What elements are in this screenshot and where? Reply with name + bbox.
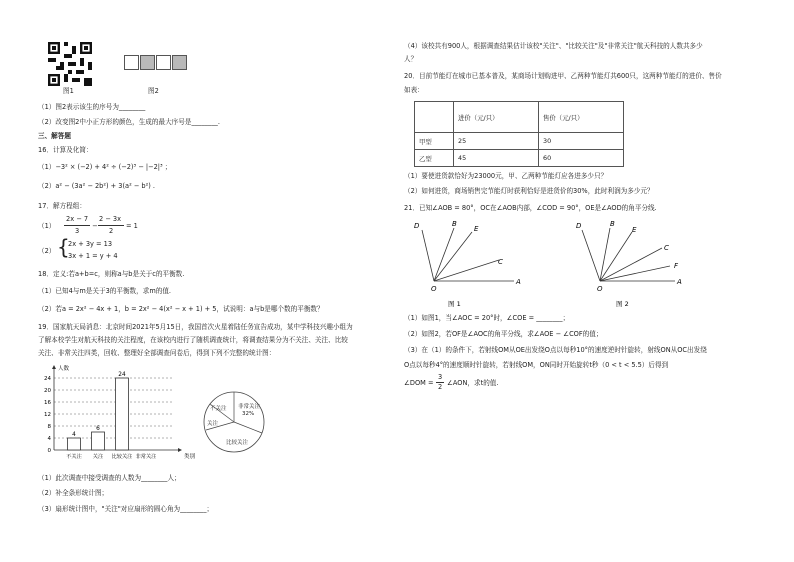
table-header-cell: 售价（元/只） bbox=[539, 102, 624, 133]
q21-part3-b: O点以每秒4°的速度顺时针旋转，若射线OM，ON同时开始旋转t秒（0 < t < 5.5）后得到 bbox=[404, 361, 669, 369]
bar bbox=[116, 378, 129, 450]
label-a: A bbox=[677, 278, 682, 286]
fig1-label: 图1 bbox=[63, 87, 74, 95]
ray-oc bbox=[434, 260, 499, 281]
q20-line1: 20．目前节能灯在城市已基本普及，某商场计划购进甲、乙两种节能灯共600只，这两种节能灯的进价、售价 bbox=[404, 72, 722, 80]
label-b: B bbox=[610, 220, 615, 228]
q17-frac1-den: 3 bbox=[75, 227, 80, 235]
table-header-cell bbox=[415, 102, 454, 133]
geo-fig2-caption: 图 2 bbox=[616, 300, 629, 308]
y-axis-arrow bbox=[52, 365, 56, 369]
label-o: O bbox=[597, 285, 603, 293]
ray-oc bbox=[600, 248, 662, 281]
table-cell: 25 bbox=[454, 133, 539, 150]
ray-oe bbox=[434, 232, 472, 281]
color-square-4 bbox=[172, 55, 187, 70]
x-axis-arrow bbox=[178, 448, 182, 452]
bar-chart bbox=[40, 366, 200, 466]
q-fig-2: （2）改变图2中小正方形的颜色，生成的最大序号是________. bbox=[38, 118, 220, 126]
q21-part3-a: （3）在（1）的条件下，若射线OM从OE出发绕O点以每秒10°的速度逆时针旋转，射线ON从OC出发绕 bbox=[404, 346, 707, 354]
q17-eq: = 1 bbox=[126, 222, 138, 230]
label-d: D bbox=[414, 222, 420, 230]
q21-part1: （1）如图1，当∠AOC = 20°时，∠COE = ________； bbox=[404, 314, 570, 322]
bar-value-label: 24 bbox=[118, 372, 126, 378]
pie-chart bbox=[200, 388, 272, 458]
label-c: C bbox=[498, 258, 503, 266]
pie-label-somewhat: 比较关注 bbox=[226, 440, 249, 446]
table-cell: 甲型 bbox=[415, 133, 454, 150]
bar bbox=[92, 432, 105, 450]
table-row bbox=[415, 133, 624, 150]
q19-line1: 19．国家航天局消息：北京时间2021年5月15日，我国首次火星着陆任务宣告成功，某中学科技兴趣小组为 bbox=[38, 323, 353, 331]
q17-frac1-bar bbox=[64, 225, 90, 226]
bar-value-label: 6 bbox=[96, 426, 100, 432]
label-a: A bbox=[516, 278, 521, 286]
q18-part1: （1）已知4与m是关于3的平衡数，求m的值. bbox=[38, 287, 172, 295]
section-title: 三、解答题 bbox=[38, 132, 71, 140]
q17-frac2-num: 2 − 3x bbox=[99, 215, 122, 223]
ray-od bbox=[582, 230, 600, 281]
bar bbox=[68, 438, 81, 450]
pie-label-concern: 关注 bbox=[207, 421, 219, 427]
label-b: B bbox=[452, 220, 457, 228]
q19-part4-a: （4）该校共有900人，根据调查结果估计该校"关注"、"比较关注"及"非常关注"航天科技的人数共多少 bbox=[404, 42, 703, 50]
q21-frac-num: 3 bbox=[438, 373, 443, 381]
q19-line2: 了解本校学生对航天科技的关注程度，在该校内进行了随机调查统计，将调查结果分为不关注、关注、比较 bbox=[38, 336, 348, 344]
ray-od bbox=[422, 230, 434, 281]
q17-part1-label: （1） bbox=[38, 222, 56, 230]
q19-part2: （2）补全条形统计图； bbox=[38, 489, 109, 497]
q21-frac-den: 2 bbox=[438, 383, 443, 391]
q17-eq-line2: 3x + 1 = y + 4 bbox=[68, 252, 118, 260]
table-cell: 30 bbox=[539, 133, 624, 150]
price-table bbox=[414, 101, 624, 167]
bar-value-label: 4 bbox=[72, 432, 76, 438]
q21-part2: （2）如图2，若OF是∠AOC的角平分线，求∠AOE − ∠COF的值； bbox=[404, 330, 603, 338]
q20-part1: （1）要使进货款恰好为23000元，甲、乙两种节能灯应各进多少只？ bbox=[404, 172, 608, 180]
table-cell: 45 bbox=[454, 150, 539, 167]
q21-title: 21．已知∠AOB = 80°，OC在∠AOB内部，∠COD = 90°，OE是∠AOD的角平分线. bbox=[404, 204, 657, 212]
q18-part2: （2）若a = 2x² − 4x + 1，b = 2x² − 4(x² − x + 1) + 5，试说明：a与b是哪个数的平衡数？ bbox=[38, 305, 324, 313]
label-d: D bbox=[576, 222, 582, 230]
table-row bbox=[415, 150, 624, 167]
q19-part1: （1）此次调查中接受调查的人数为________人； bbox=[38, 474, 181, 482]
q20-part2: （2）如何进货，商场销售完节能灯时获利恰好是进货价的30%，此时利润为多少元？ bbox=[404, 187, 654, 195]
y-tick-label: 8 bbox=[47, 424, 51, 430]
table-cell: 60 bbox=[539, 150, 624, 167]
geometry-figure-2 bbox=[570, 218, 710, 313]
q-fig-1: （1）图2表示该生的序号为________ bbox=[38, 103, 146, 111]
q21-part3-c-post: ∠AON，求t的值. bbox=[447, 379, 499, 387]
table-cell: 乙型 bbox=[415, 150, 454, 167]
table-header-cell: 进价（元/只） bbox=[454, 102, 539, 133]
label-e: E bbox=[632, 226, 637, 234]
x-tick-label: 关注 bbox=[92, 454, 104, 460]
q19-part4-b: 人？ bbox=[404, 55, 418, 63]
q17-title: 17．解方程组： bbox=[38, 202, 86, 210]
q16-title: 16．计算及化简： bbox=[38, 146, 93, 154]
q17-minus: − bbox=[92, 222, 98, 230]
y-tick-label: 16 bbox=[44, 400, 51, 406]
label-f: F bbox=[674, 262, 679, 270]
geo-fig1-caption: 图 1 bbox=[448, 300, 461, 308]
pie-label-very: 非常关注 bbox=[238, 404, 261, 410]
qr-code bbox=[48, 42, 92, 86]
q21-part3-c-pre: ∠DOM = bbox=[404, 379, 434, 387]
q18-title: 18．定义:若a+b=c，则称a与b是关于c的平衡数. bbox=[38, 270, 185, 278]
q16-part2: （2）a² − (3a² − 2b²) + 3(a² − b²) . bbox=[38, 182, 156, 190]
y-tick-label: 24 bbox=[44, 376, 51, 382]
q20-line2: 如表： bbox=[404, 86, 424, 94]
q17-eq-line1: 2x + 3y = 13 bbox=[68, 240, 113, 248]
pie-label-pct: 32% bbox=[242, 411, 255, 417]
q17-frac2-den: 2 bbox=[109, 227, 114, 235]
q19-part3: （3）扇形统计图中，"关注"对应扇形的圆心角为________； bbox=[38, 505, 214, 513]
x-tick-label: 非常关注 bbox=[135, 454, 157, 460]
label-o: O bbox=[431, 285, 437, 293]
q17-part2-label: （2） bbox=[38, 247, 56, 255]
color-square-1 bbox=[124, 55, 139, 70]
y-tick-label: 20 bbox=[44, 388, 51, 394]
table-header-row bbox=[415, 102, 624, 133]
q17-frac2-bar bbox=[98, 225, 124, 226]
label-c: C bbox=[664, 244, 669, 252]
geometry-figure-1 bbox=[404, 218, 544, 313]
pie-label-none: 不关注 bbox=[210, 406, 227, 412]
ray-ob bbox=[434, 228, 454, 281]
x-tick-label: 不关注 bbox=[66, 454, 82, 460]
y-tick-label: 12 bbox=[44, 412, 51, 418]
q19-line3: 关注、非常关注四类，回收、整理好全部调查问卷后，得到下列不完整的统计图： bbox=[38, 349, 276, 357]
ray-of bbox=[600, 266, 670, 281]
fig2-label: 图2 bbox=[148, 87, 159, 95]
x-tick-label: 比较关注 bbox=[111, 454, 133, 460]
label-e: E bbox=[474, 225, 479, 233]
y-tick-label: 0 bbox=[47, 448, 51, 454]
q17-brace: { bbox=[57, 235, 70, 259]
color-square-2 bbox=[140, 55, 155, 70]
q17-frac1-num: 2x − 7 bbox=[66, 215, 89, 223]
x-axis-title: 类别 bbox=[184, 454, 196, 460]
color-square-3 bbox=[156, 55, 171, 70]
y-tick-label: 4 bbox=[47, 436, 51, 442]
y-axis-title: 人数 bbox=[58, 366, 70, 372]
q16-part1: （1）−3² × (−2) + 4² ÷ (−2)³ − |−2|³ ； bbox=[38, 163, 172, 171]
